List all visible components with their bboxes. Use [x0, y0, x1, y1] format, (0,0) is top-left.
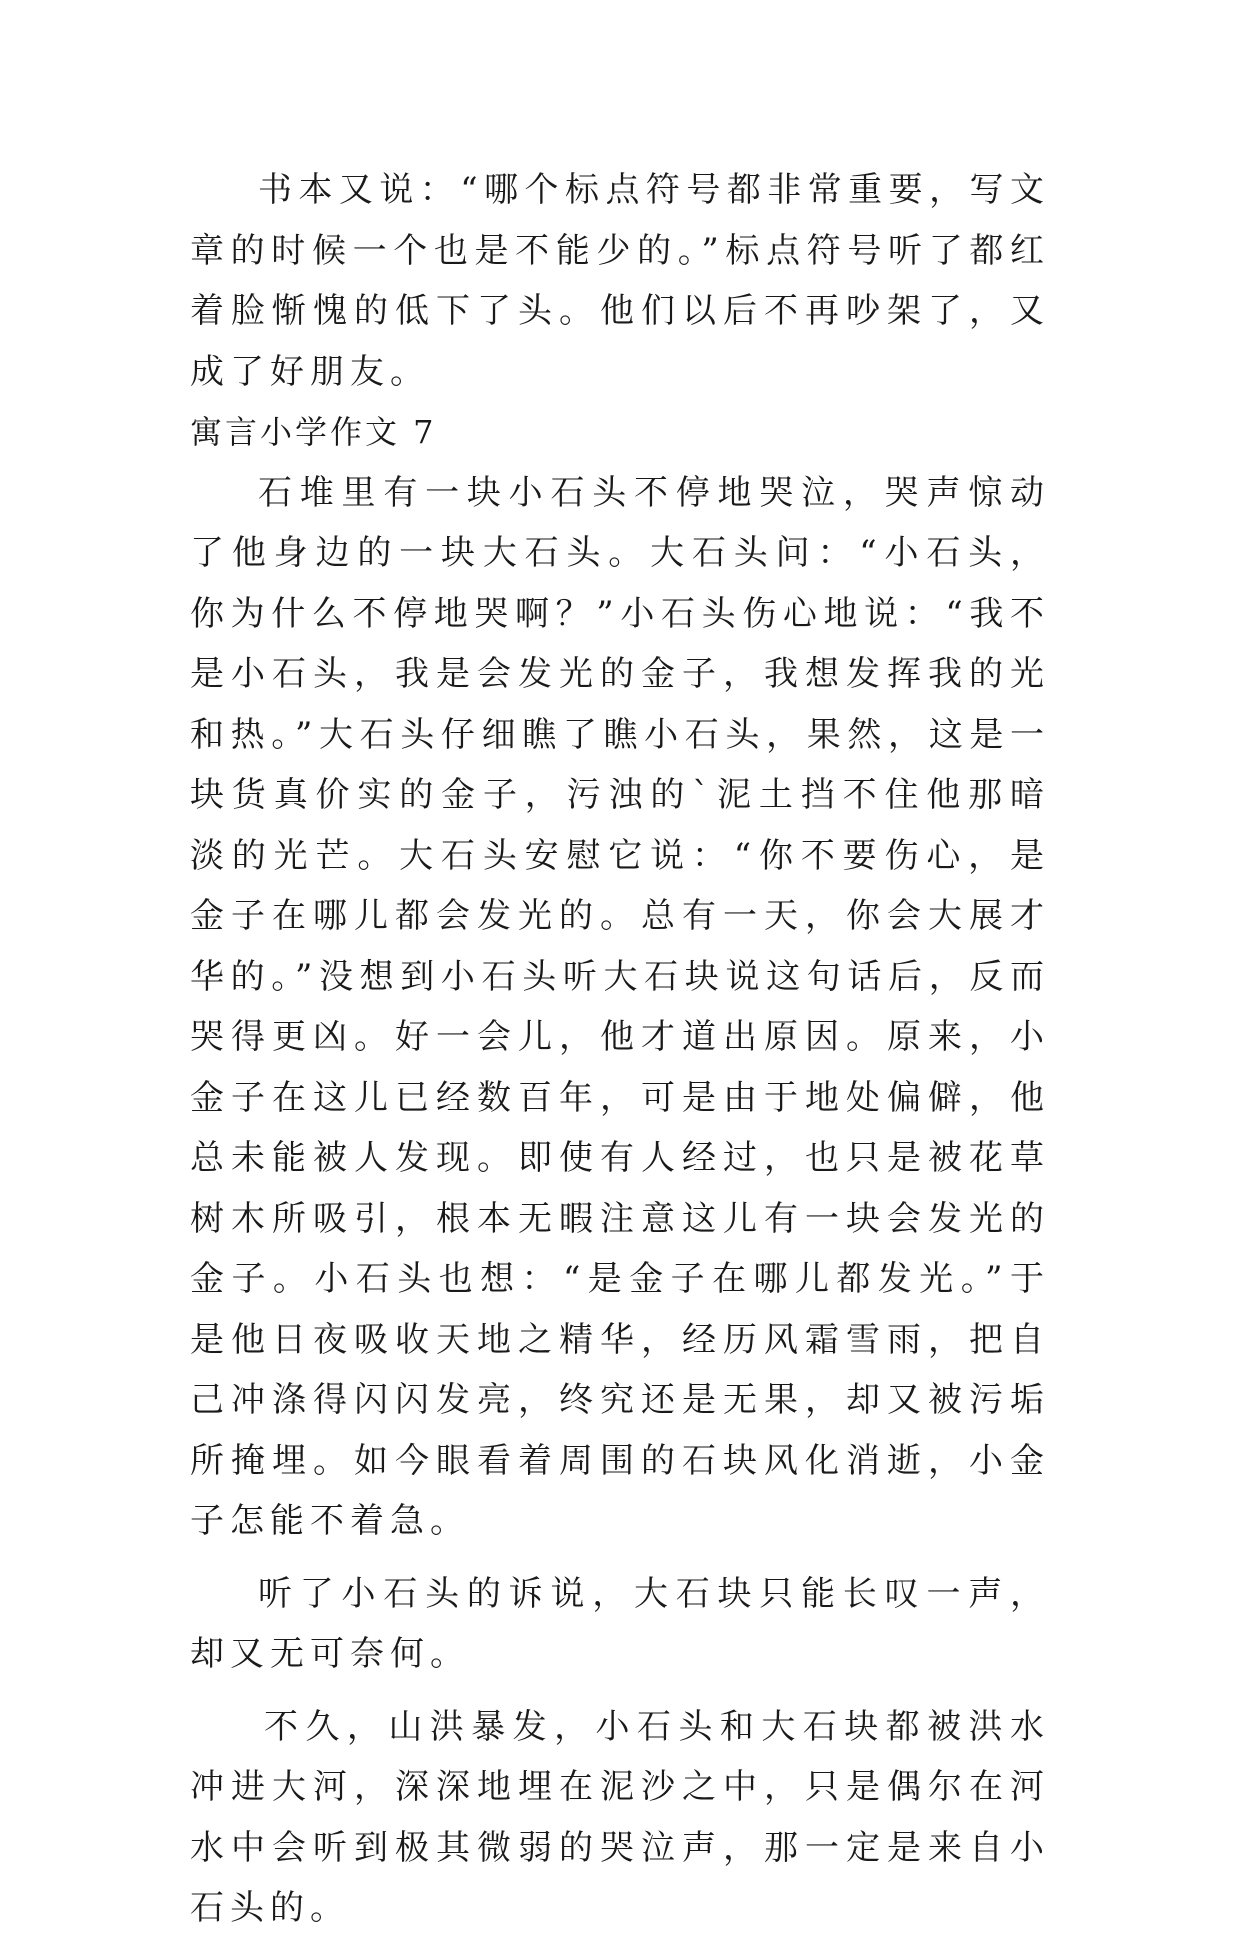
paragraph-gap	[190, 1552, 1050, 1564]
section-heading: 寓言小学作文 7	[190, 413, 437, 451]
paragraph-big-stone-sigh: 听了小石头的诉说，大石块只能长叹一声，却又无可奈何。	[190, 1573, 1050, 1674]
paragraph-punctuation-ending: 书本又说：“哪个标点符号都非常重要，写文章的时候一个也是不能少的。”标点符号听了都红着脸惭愧的低下了头。他们以后不再吵架了，又成了好朋友。	[190, 170, 1050, 392]
paragraph-stone-story: 石堆里有一块小石头不停地哭泣，哭声惊动了他身边的一块大石头。大石头问：“小石头，你为什么不停地哭啊？”小石头伤心地说：“我不是小石头，我是会发光的金子，我想发挥我的光和热。”大石头仔细瞧了瞧小石头，果然，这是一块货真价实的金子，污浊的`泥土挡不住他那暗淡的光芒。大石头安慰它说：“你不要伤心，是金子在哪儿都会发光的。总有一天，你会大展才华的。”没想到小石头听大石块说这句话后，反而哭得更凶。好一会儿，他才道出原因。原来，小金子在这儿已经数百年，可是由于地处偏僻，他总未能被人发现。即使有人经过，也只是被花草树木所吸引，根本无暇注意这儿有一块会发光的金子。小石头也想：“是金子在哪儿都发光。”于是他日夜吸收天地之精华，经历风霜雪雨，把自己冲涤得闪闪发亮，终究还是无果，却又被污垢所掩埋。如今眼看着周围的石块风化消逝，小金子怎能不着急。	[190, 472, 1050, 1541]
document-body	[190, 160, 1050, 1939]
paragraph-flood-ending: 不久，山洪暴发，小石头和大石块都被洪水冲进大河，深深地埋在泥沙之中，只是偶尔在河水中会听到极其微弱的哭泣声，那一定是来自小石头的。	[190, 1706, 1050, 1928]
paragraph-gap	[190, 1685, 1050, 1697]
